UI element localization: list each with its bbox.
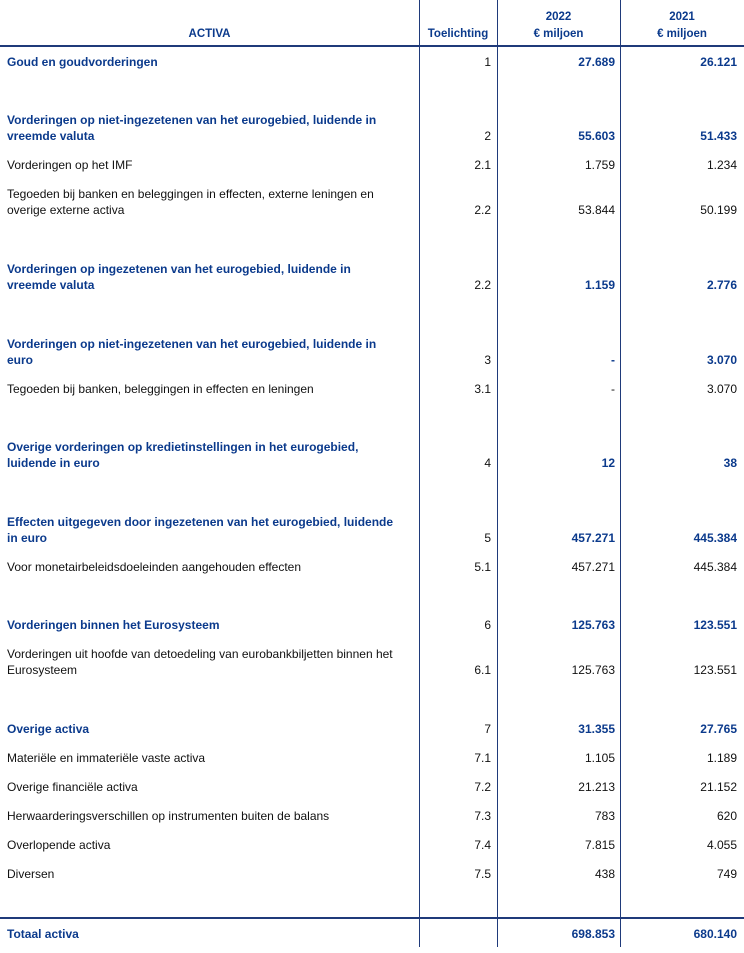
row-label-line: Diversen <box>7 867 55 881</box>
row-label <box>7 514 402 546</box>
header-year-2022: 2022 <box>545 11 572 23</box>
row-value-2021: 3.070 <box>706 353 737 367</box>
row-value-2022: 7.815 <box>584 838 615 852</box>
row-label <box>7 559 402 575</box>
row-note: 5.1 <box>474 560 491 574</box>
row-label <box>7 866 402 882</box>
row-note: 7 <box>484 722 491 736</box>
row-value-2021: 3.070 <box>706 382 737 396</box>
row-label <box>7 439 402 471</box>
total-value-2021: 680.140 <box>693 927 737 941</box>
row-note: 3.1 <box>474 382 491 396</box>
row-label-line: Overige financiële activa <box>7 780 138 794</box>
row-label-line: overige externe activa <box>7 203 125 217</box>
row-note: 2.1 <box>474 158 491 172</box>
row-label <box>7 261 402 293</box>
row-value-2021: 38 <box>723 456 737 470</box>
row-value-2022: 457.271 <box>571 531 615 545</box>
row-label-line: Herwaarderingsverschillen op instrumenten buiten de balans <box>7 809 330 823</box>
row-label-line: in euro <box>7 531 48 545</box>
row-note: 7.4 <box>474 838 491 852</box>
row-note: 2.2 <box>474 278 491 292</box>
row-label <box>7 808 402 824</box>
row-note: 2.2 <box>474 203 491 217</box>
row-label <box>7 837 402 853</box>
header-year-2021: 2021 <box>669 11 695 23</box>
row-value-2022: 12 <box>601 456 615 470</box>
row-label-line: Vorderingen op niet-ingezetenen van het eurogebied, luidende in <box>7 113 377 127</box>
row-value-2021: 1.189 <box>706 751 737 765</box>
header-activa: ACTIVA <box>188 28 231 40</box>
row-value-2022: 1.105 <box>584 751 615 765</box>
row-label-line: Materiële en immateriële vaste activa <box>7 751 206 765</box>
row-value-2022: 125.763 <box>571 663 615 677</box>
row-value-2022: 125.763 <box>571 618 615 632</box>
row-value-2022: 1.159 <box>584 278 615 292</box>
header-unit-2022: € miljoen <box>533 28 584 40</box>
row-note: 2 <box>484 129 491 143</box>
row-value-2021: 4.055 <box>706 838 737 852</box>
row-value-2022: - <box>611 353 615 367</box>
row-label-line: Vorderingen op het IMF <box>7 158 133 172</box>
row-value-2022: 21.213 <box>578 780 615 794</box>
row-label-line: Eurosysteem <box>7 663 78 677</box>
row-label-line: Overlopende activa <box>7 838 111 852</box>
row-value-2021: 123.551 <box>693 618 737 632</box>
row-note: 7.2 <box>474 780 491 794</box>
row-label-line: Vorderingen binnen het Eurosysteem <box>7 618 220 632</box>
row-note: 4 <box>484 456 491 470</box>
row-value-2021: 21.152 <box>700 780 737 794</box>
row-label-line: Vorderingen uit hoofde van detoedeling van eurobankbiljetten binnen het <box>7 647 393 661</box>
row-label-line: luidende in euro <box>7 456 100 470</box>
row-note: 1 <box>484 55 491 69</box>
header-toelichting: Toelichting <box>427 28 489 40</box>
row-label <box>7 336 402 368</box>
row-value-2022: - <box>611 382 615 396</box>
row-value-2021: 620 <box>716 809 737 823</box>
row-label <box>7 381 402 397</box>
row-value-2021: 1.234 <box>706 158 737 172</box>
row-value-2022: 783 <box>594 809 615 823</box>
row-label-line: Voor monetairbeleidsdoeleinden aangehouden effecten <box>7 560 302 574</box>
row-note: 7.1 <box>474 751 491 765</box>
total-top-rule <box>0 917 744 919</box>
row-note: 6.1 <box>474 663 491 677</box>
row-value-2022: 55.603 <box>578 129 615 143</box>
row-value-2021: 27.765 <box>700 722 737 736</box>
row-value-2021: 50.199 <box>700 203 737 217</box>
total-value-2022: 698.853 <box>571 927 615 941</box>
row-label-line: Goud en goudvorderingen <box>7 55 158 69</box>
row-value-2022: 31.355 <box>578 722 615 736</box>
row-label <box>7 750 402 766</box>
header-unit-2021: € miljoen <box>657 28 707 40</box>
row-note: 7.3 <box>474 809 491 823</box>
row-value-2022: 457.271 <box>571 560 615 574</box>
row-label-line: euro <box>7 353 34 367</box>
row-label <box>7 157 402 173</box>
row-label <box>7 721 402 737</box>
row-value-2022: 438 <box>594 867 615 881</box>
row-value-2022: 53.844 <box>578 203 615 217</box>
row-label <box>7 617 402 633</box>
row-value-2021: 445.384 <box>693 531 737 545</box>
row-value-2021: 51.433 <box>700 129 737 143</box>
row-note: 7.5 <box>474 867 491 881</box>
row-label-line: vreemde valuta <box>7 278 95 292</box>
row-value-2021: 26.121 <box>700 55 737 69</box>
row-note: 3 <box>484 353 491 367</box>
row-value-2022: 27.689 <box>578 55 615 69</box>
row-value-2021: 2.776 <box>706 278 737 292</box>
row-label <box>7 112 402 144</box>
row-value-2021: 749 <box>716 867 737 881</box>
row-note: 5 <box>484 531 491 545</box>
row-value-2021: 123.551 <box>693 663 737 677</box>
row-label-line: Vorderingen op niet-ingezetenen van het eurogebied, luidende in <box>7 337 377 351</box>
row-label <box>7 646 402 678</box>
header-bottom-rule <box>0 45 744 47</box>
row-label-line: vreemde valuta <box>7 129 95 143</box>
row-label <box>7 779 402 795</box>
row-value-2021: 445.384 <box>693 560 737 574</box>
row-label-line: Overige vorderingen op kredietinstellingen in het eurogebied, <box>7 440 359 454</box>
row-label <box>7 186 402 218</box>
row-label-line: Tegoeden bij banken en beleggingen in effecten, externe leningen en <box>7 187 374 201</box>
row-note: 6 <box>484 618 491 632</box>
row-label <box>7 54 402 70</box>
row-label-line: Effecten uitgegeven door ingezetenen van het eurogebied, luidende <box>7 515 394 529</box>
row-label-line: Overige activa <box>7 722 90 736</box>
row-label-line: Vorderingen op ingezetenen van het eurogebied, luidende in <box>7 262 351 276</box>
row-label-line: Tegoeden bij banken, beleggingen in effecten en leningen <box>7 382 314 396</box>
row-value-2022: 1.759 <box>584 158 615 172</box>
total-label: Totaal activa <box>7 927 79 941</box>
